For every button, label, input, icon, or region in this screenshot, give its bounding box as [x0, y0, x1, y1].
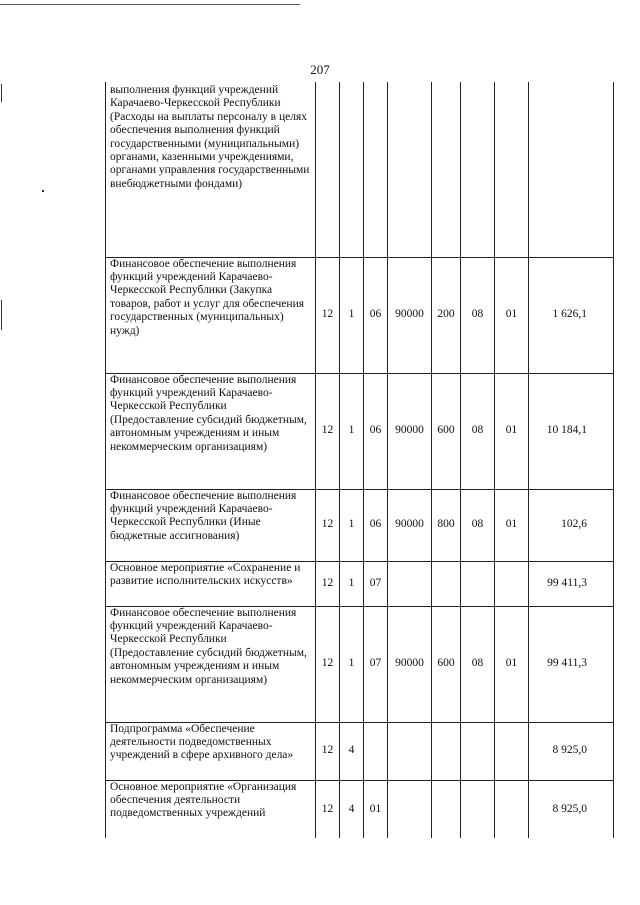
row-amount [529, 82, 614, 257]
row-code-4 [388, 722, 432, 780]
row-code-7 [495, 780, 529, 838]
scan-mark-left-mid [1, 300, 2, 330]
row-code-5: 600 [432, 606, 461, 722]
row-amount: 1 626,1 [529, 257, 614, 373]
row-code-1: 12 [316, 257, 340, 373]
row-amount: 10 184,1 [529, 373, 614, 489]
row-amount: 102,6 [529, 489, 614, 561]
row-name: Финансовое обеспечение выполнения функций учреждений Карачаево-Черкесской Республики (Предоставление субсидий бюджетным, автономным учреждениям и иным некоммерческим организациям) [106, 373, 316, 489]
row-code-3: 07 [364, 606, 388, 722]
row-code-5 [432, 561, 461, 606]
row-name: Финансовое обеспечение выполнения функций учреждений Карачаево-Черкесской Республики (Предоставление субсидий бюджетным, автономным учреждениям и иным некоммерческим организациям) [106, 606, 316, 722]
table-row [106, 780, 614, 838]
row-code-3: 06 [364, 489, 388, 561]
row-code-2: 1 [340, 257, 364, 373]
row-code-2: 4 [340, 722, 364, 780]
row-code-6 [461, 722, 495, 780]
row-code-7: 01 [495, 489, 529, 561]
row-code-5 [432, 722, 461, 780]
row-code-2: 1 [340, 561, 364, 606]
row-code-3: 07 [364, 561, 388, 606]
row-amount: 8 925,0 [529, 780, 614, 838]
row-code-7: 01 [495, 373, 529, 489]
row-code-1 [316, 82, 340, 257]
scan-mark-left-top [1, 84, 2, 102]
row-amount: 8 925,0 [529, 722, 614, 780]
row-code-4 [388, 780, 432, 838]
row-name: Финансовое обеспечение выполнения функций учреждений Карачаево-Черкесской Республики (Закупка товаров, работ и услуг для обеспечения государственных (муниципальных) нужд) [106, 257, 316, 373]
row-code-5 [432, 82, 461, 257]
row-code-6: 08 [461, 606, 495, 722]
table-row [106, 561, 614, 606]
row-name: Финансовое обеспечение выполнения функций учреждений Карачаево-Черкесской Республики (Иные бюджетные ассигнования) [106, 489, 316, 561]
row-code-5 [432, 780, 461, 838]
row-code-6 [461, 82, 495, 257]
row-code-2: 1 [340, 373, 364, 489]
table-row [106, 489, 614, 561]
top-rule [0, 4, 300, 5]
row-amount: 99 411,3 [529, 606, 614, 722]
table-row [106, 257, 614, 373]
row-code-5: 600 [432, 373, 461, 489]
row-code-5: 800 [432, 489, 461, 561]
row-code-6: 08 [461, 257, 495, 373]
row-code-1: 12 [316, 780, 340, 838]
row-name: Основное мероприятие «Сохранение и развитие исполнительских искусств» [106, 561, 316, 606]
row-name: выполнения функций учреждений Карачаево-Черкесской Республики (Расходы на выплаты персоналу в целях обеспечения выполнения функций государственными (муниципальными) органами, казенными учреждениями, органами управления государственными внебюджетными фондами) [106, 82, 316, 257]
row-code-7: 01 [495, 257, 529, 373]
row-code-3: 01 [364, 780, 388, 838]
budget-table [105, 82, 614, 838]
row-code-4: 90000 [388, 257, 432, 373]
row-code-1: 12 [316, 373, 340, 489]
row-name: Основное мероприятие «Организация обеспечения деятельности подведомственных учреждений [106, 780, 316, 838]
table-row [106, 82, 614, 257]
row-code-1: 12 [316, 722, 340, 780]
row-name: Подпрограмма «Обеспечение деятельности подведомственных учреждений в сфере архивного дела» [106, 722, 316, 780]
table-row [106, 373, 614, 489]
row-code-4 [388, 561, 432, 606]
row-code-2: 1 [340, 489, 364, 561]
page-number: 207 [310, 62, 330, 77]
table-row [106, 722, 614, 780]
row-code-3: 06 [364, 373, 388, 489]
table-row [106, 606, 614, 722]
row-code-7 [495, 722, 529, 780]
row-code-4: 90000 [388, 489, 432, 561]
row-code-3: 06 [364, 257, 388, 373]
row-code-4: 90000 [388, 373, 432, 489]
row-code-5: 200 [432, 257, 461, 373]
row-code-7 [495, 82, 529, 257]
row-code-2 [340, 82, 364, 257]
row-code-7 [495, 561, 529, 606]
row-code-6 [461, 561, 495, 606]
row-code-4: 90000 [388, 606, 432, 722]
row-code-1: 12 [316, 561, 340, 606]
row-code-3 [364, 82, 388, 257]
row-code-6: 08 [461, 489, 495, 561]
row-code-2: 4 [340, 780, 364, 838]
row-code-4 [388, 82, 432, 257]
row-code-2: 1 [340, 606, 364, 722]
row-code-6: 08 [461, 373, 495, 489]
row-amount: 99 411,3 [529, 561, 614, 606]
row-code-1: 12 [316, 606, 340, 722]
row-code-7: 01 [495, 606, 529, 722]
scan-mark-dot [42, 190, 44, 192]
row-code-1: 12 [316, 489, 340, 561]
row-code-3 [364, 722, 388, 780]
row-code-6 [461, 780, 495, 838]
